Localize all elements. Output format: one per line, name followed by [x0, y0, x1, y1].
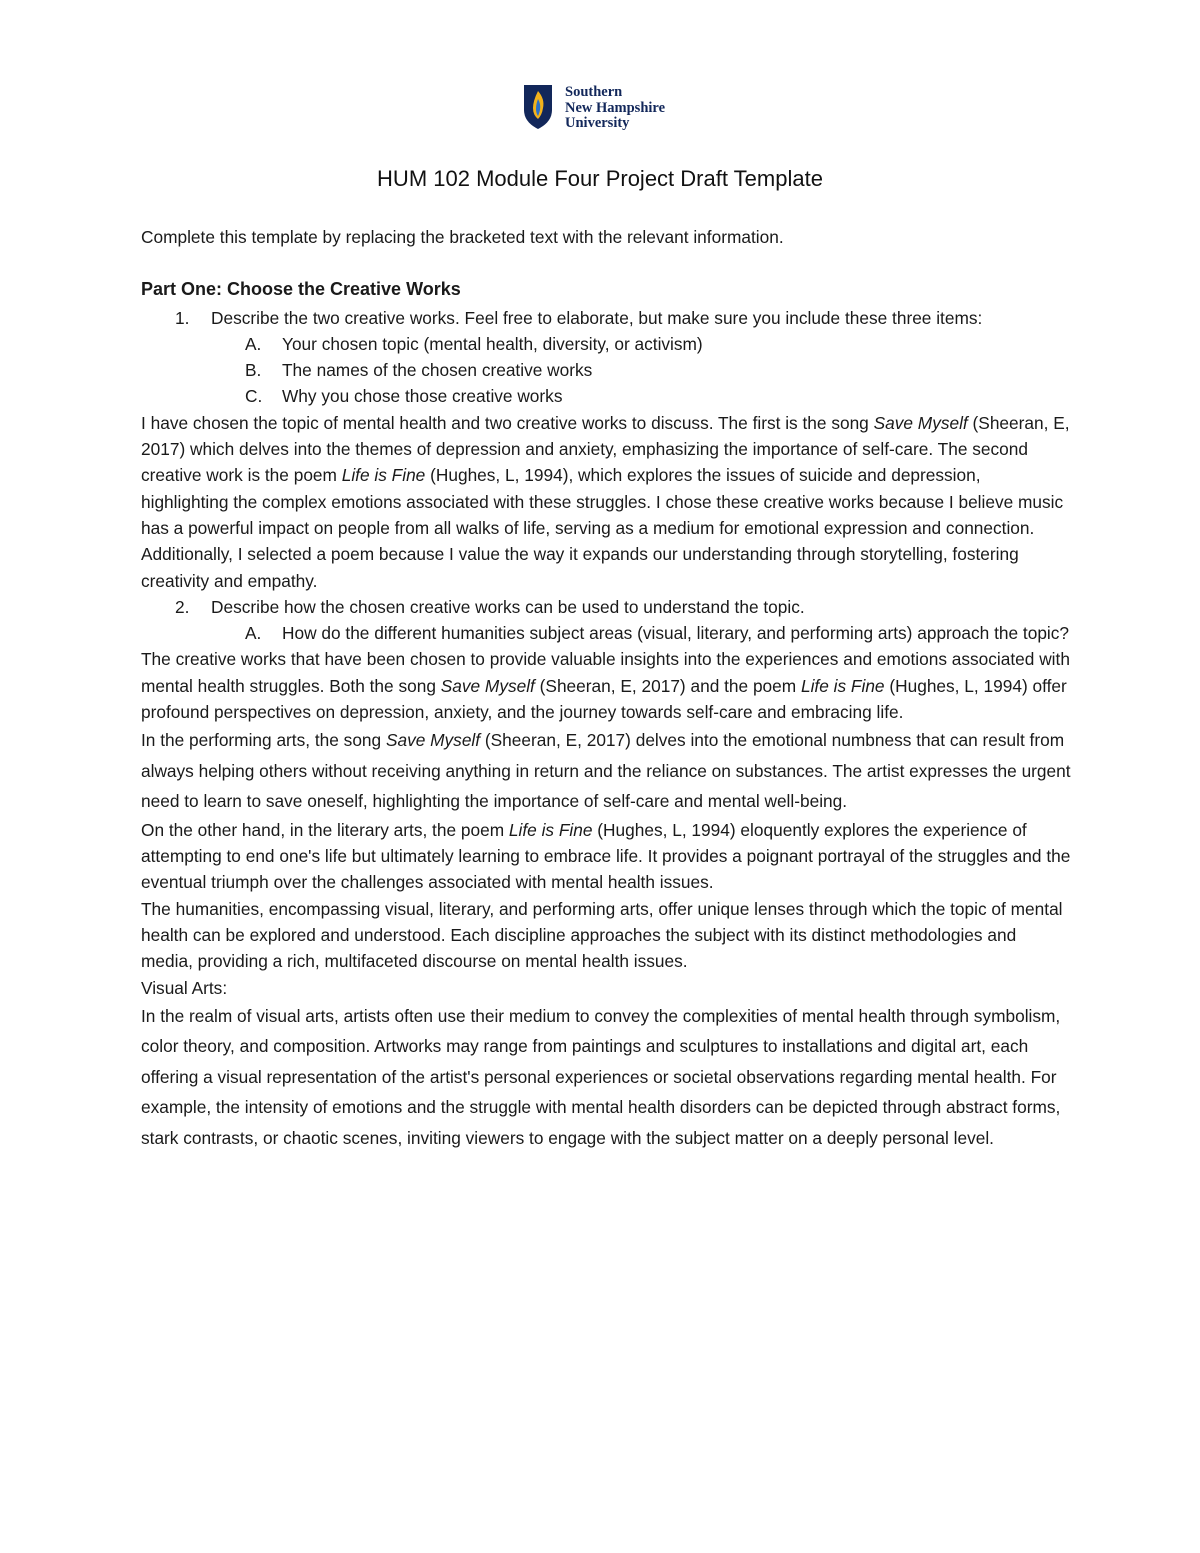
university-logo [523, 84, 665, 132]
part-one-heading: Part One: Choose the Creative Works [141, 279, 461, 300]
answer-2-paragraph [141, 646, 1071, 725]
logo-line-1: Southern [565, 84, 623, 100]
text-run: (Sheeran, E, 2017) which delves into the themes of depression and anxiety, emphasizing the importance of self-care. The second creative work is the poem [141, 412, 1070, 486]
text-run: (Hughes, L, 1994) offer profound perspectives on depression, anxiety, and the journey towards self-care and embracing life. [141, 675, 1067, 723]
document-body [141, 224, 1071, 1153]
literary-arts-paragraph [141, 817, 1071, 896]
question-2-item-a [141, 620, 1071, 646]
poem-title: Life is Fine [800, 675, 885, 696]
performing-arts-paragraph [141, 725, 1071, 817]
text-run: (Hughes, L, 1994) eloquently explores the experience of attempting to end one's life but ultimately learning to embrace life. It provides a poignant portrayal of the struggles and the eventual triumph over the challenges associated with mental health issues. [141, 819, 1071, 893]
item-text: The names of the chosen creative works [282, 360, 593, 381]
item-text: Why you chose those creative works [282, 386, 563, 407]
item-letter: A. [245, 333, 262, 354]
question-1 [141, 305, 1071, 331]
text-run: The creative works that have been chosen to provide valuable insights into the experiences and emotions associated with mental health struggles. Both the song [141, 649, 1070, 696]
question-1-text: Describe the two creative works. Feel free to elaborate, but make sure you include these three items: [211, 307, 983, 328]
song-title: Save Myself [440, 675, 535, 696]
poem-title: Life is Fine [341, 465, 426, 486]
poem-title: Life is Fine [508, 819, 593, 840]
university-name [565, 85, 665, 132]
question-2 [141, 594, 1071, 620]
shield-flame-icon [523, 84, 553, 130]
item-letter: B. [245, 360, 262, 381]
question-1-item-a [141, 331, 1071, 357]
humanities-paragraph: The humanities, encompassing visual, literary, and performing arts, offer unique lenses through which the topic of mental health can be explored and understood. Each discipline approaches the subject with its distinct methodologies and media, providing a rich, multifaceted discourse on mental health issues. [141, 898, 1063, 972]
answer-1-paragraph [141, 410, 1071, 594]
text-run: (Sheeran, E, 2017) delves into the emotional numbness that can result from always helping others without receiving anything in return and the reliance on substances. The artist expresses the urgent need to learn to save oneself, highlighting the importance of self-care and mental well-being. [141, 730, 1071, 812]
question-2-number: 2. [175, 596, 190, 617]
question-1-item-c [141, 383, 1071, 409]
document-title: HUM 102 Module Four Project Draft Template [377, 166, 823, 191]
item-letter: A. [245, 623, 262, 644]
question-1-item-b [141, 357, 1071, 383]
visual-arts-label: Visual Arts: [141, 977, 228, 998]
song-title: Save Myself [873, 412, 968, 433]
text-run: (Sheeran, E, 2017) and the poem [534, 675, 801, 696]
text-run: On the other hand, in the literary arts, the poem [141, 819, 509, 840]
item-text: How do the different humanities subject areas (visual, literary, and performing arts) approach the topic? [282, 623, 1070, 644]
visual-arts-paragraph: In the realm of visual arts, artists often use their medium to convey the complexities of mental health through symbolism, color theory, and composition. Artworks may range from paintings and sculptures to installations and digital art, each offering a visual representation of the artist's personal experiences or societal observations regarding mental health. For example, the intensity of emotions and the struggle with mental health disorders can be depicted through abstract forms, stark contrasts, or chaotic scenes, inviting viewers to engage with the subject matter on a deeply personal level. [141, 1005, 1061, 1148]
logo-line-3: University [565, 115, 630, 131]
text-run: I have chosen the topic of mental health and two creative works to discuss. The first is the song [141, 412, 874, 433]
logo-line-2: New Hampshire [565, 99, 666, 116]
question-2-text: Describe how the chosen creative works can be used to understand the topic. [211, 596, 805, 617]
item-letter: C. [245, 386, 263, 407]
text-run: In the performing arts, the song [141, 730, 386, 751]
item-text: Your chosen topic (mental health, diversity, or activism) [282, 333, 703, 354]
question-1-number: 1. [175, 307, 190, 328]
intro-instructions: Complete this template by replacing the bracketed text with the relevant information. [141, 227, 784, 247]
song-title: Save Myself [385, 730, 481, 751]
text-run: (Hughes, L, 1994), which explores the issues of suicide and depression, highlighting the complex emotions associated with these struggles. I chose these creative works because I believe music has a powerful impact on people from all walks of life, serving as a medium for emotional expression and connection. Additionally, I selected a poem because I value the way it expands our understanding through storytelling, fostering creativity and empathy. [141, 465, 1064, 591]
